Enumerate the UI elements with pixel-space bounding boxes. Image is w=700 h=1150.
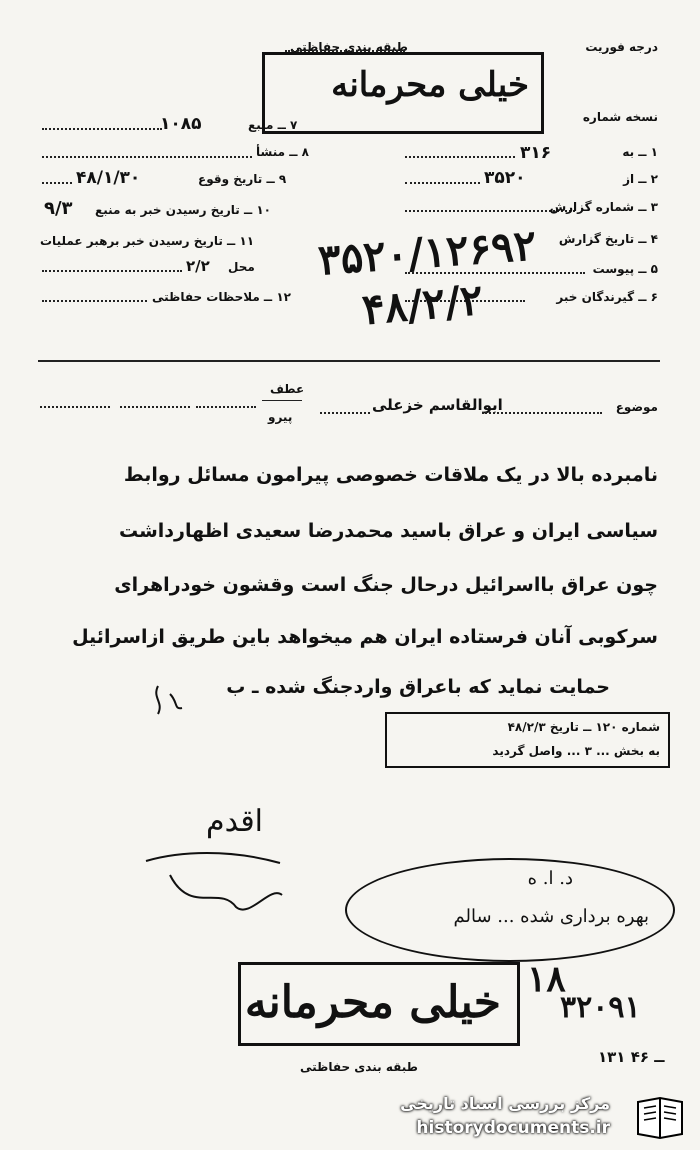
entry-stamp-line1: شماره ۱۲۰ ــ تاریخ ۴۸/۲/۳ xyxy=(507,720,660,734)
subject-dots-a xyxy=(320,412,370,414)
field-dots-11 xyxy=(42,270,182,272)
field-label-12: ۱۲ ــ ملاحظات حفاظتی xyxy=(152,290,291,304)
classification-label-top: طبقه بندی حفاظتی xyxy=(290,40,408,54)
field-label-7: ۷ ــ منبع xyxy=(248,118,298,132)
field-value-7: ۱۰۸۵ xyxy=(160,114,202,134)
bottom-stamp-text: خیلی محرمانه xyxy=(244,977,501,1028)
field-dots-8 xyxy=(42,156,252,158)
field-label-2: ۲ ــ از xyxy=(623,172,658,186)
handwritten-report-number: ۳۵۲۰/۱۲۶۹۲ xyxy=(316,220,538,285)
field-value-10: ۹/۳ xyxy=(44,198,73,219)
field-label-11: ۱۱ ــ تاریخ رسیدن خبر برهبر عملیات xyxy=(40,234,255,248)
classification-label-bottom: طبقه بندی حفاظتی xyxy=(300,1060,418,1074)
field-value-9: ۴۸/۱/۳۰ xyxy=(76,168,141,188)
ahkam-note: اقدم xyxy=(206,804,263,839)
field-label-4: ۴ ــ تاریخ گزارش xyxy=(558,232,658,246)
field-label-6: ۶ ــ گیرندگان خبر xyxy=(556,290,658,304)
urgency-label: درجه فوریت xyxy=(585,40,658,54)
ref-label-1: عطف xyxy=(270,382,305,396)
body-line-3: چون عراق بااسرائیل درحال جنگ است وقشون خودراهرای xyxy=(114,574,658,596)
entry-stamp-line2: به بخش ... ۳ ... واصل گردید xyxy=(492,744,660,758)
field-label-1: ۱ ــ به xyxy=(622,145,658,159)
subject-label: موضوع xyxy=(615,400,658,414)
field-dots-1 xyxy=(405,156,515,158)
form-code: ۱۳۱ ــ ۴۶ xyxy=(598,1048,665,1066)
ref-divider xyxy=(262,400,302,401)
ellipse-line1: د. ا. ه xyxy=(527,868,573,889)
field-dots-2 xyxy=(405,182,480,184)
field-value-2: ۳۵۲۰ xyxy=(484,168,526,188)
ellipse-line2: بهره برداری شده ... سالم xyxy=(453,906,649,927)
bottom-number: ۳۲۰۹۱ xyxy=(560,990,641,1025)
field-dots-7 xyxy=(42,128,162,130)
field-label-10: ۱۰ ــ تاریخ رسیدن خبر به منبع xyxy=(95,203,271,217)
ref-label-2: پیرو xyxy=(268,410,293,424)
top-secret-stamp xyxy=(262,52,544,134)
body-line-1: نامبرده بالا در یک ملاقات خصوصی پیرامون مسائل روابط xyxy=(123,464,658,486)
body-line-2: سیاسی ایران و عراق باسید محمدرضا سعیدی اظهارداشت xyxy=(118,520,658,542)
handwritten-report-date: ۴۸/۲/۲ xyxy=(360,274,485,335)
top-stamp-text: خیلی محرمانه xyxy=(331,65,529,105)
field-label-5: ۵ ــ پیوست xyxy=(592,262,658,276)
scribble-mark xyxy=(148,680,198,724)
field-dots-12 xyxy=(42,300,147,302)
ref-dots-2 xyxy=(120,406,190,408)
exploitation-ellipse-stamp xyxy=(345,858,675,962)
bottom-hand-number: ۱۸ xyxy=(527,958,566,1000)
signature xyxy=(140,845,290,925)
entry-stamp xyxy=(385,712,670,768)
footer-site-url: historydocuments.ir xyxy=(416,1118,610,1138)
field-label-9: ۹ ــ تاریخ وقوع xyxy=(198,172,287,186)
header-divider xyxy=(38,360,660,362)
ref-dots-1 xyxy=(40,406,110,408)
body-line-5: حمایت نماید که باعراق واردجنگ شده ـ ب xyxy=(226,676,610,698)
subject-value: ابوالقاسم خزعلی xyxy=(372,396,503,414)
field-value-place: ۲/۲ xyxy=(186,257,210,275)
field-label-place: محل xyxy=(228,260,255,274)
field-value-1: ۳۱۶ xyxy=(520,143,552,163)
footer-site-name: مرکز بررسی اسناد تاریخی xyxy=(400,1094,610,1113)
ref-dots-3 xyxy=(196,406,256,408)
body-line-4: سرکوبی آنان فرستاده ایران هم میخواهد باین طریق ازاسرائیل xyxy=(72,626,658,648)
field-label-8: ۸ ــ منشأ xyxy=(256,145,309,159)
history-documents-logo-icon xyxy=(634,1094,686,1142)
bottom-secret-stamp xyxy=(238,962,520,1046)
field-label-3: ۳ ــ شماره گزارش xyxy=(549,200,658,214)
field-dots-9 xyxy=(42,182,72,184)
subject-dots-b xyxy=(482,412,602,414)
copy-count-label: نسخه شماره xyxy=(582,110,658,124)
